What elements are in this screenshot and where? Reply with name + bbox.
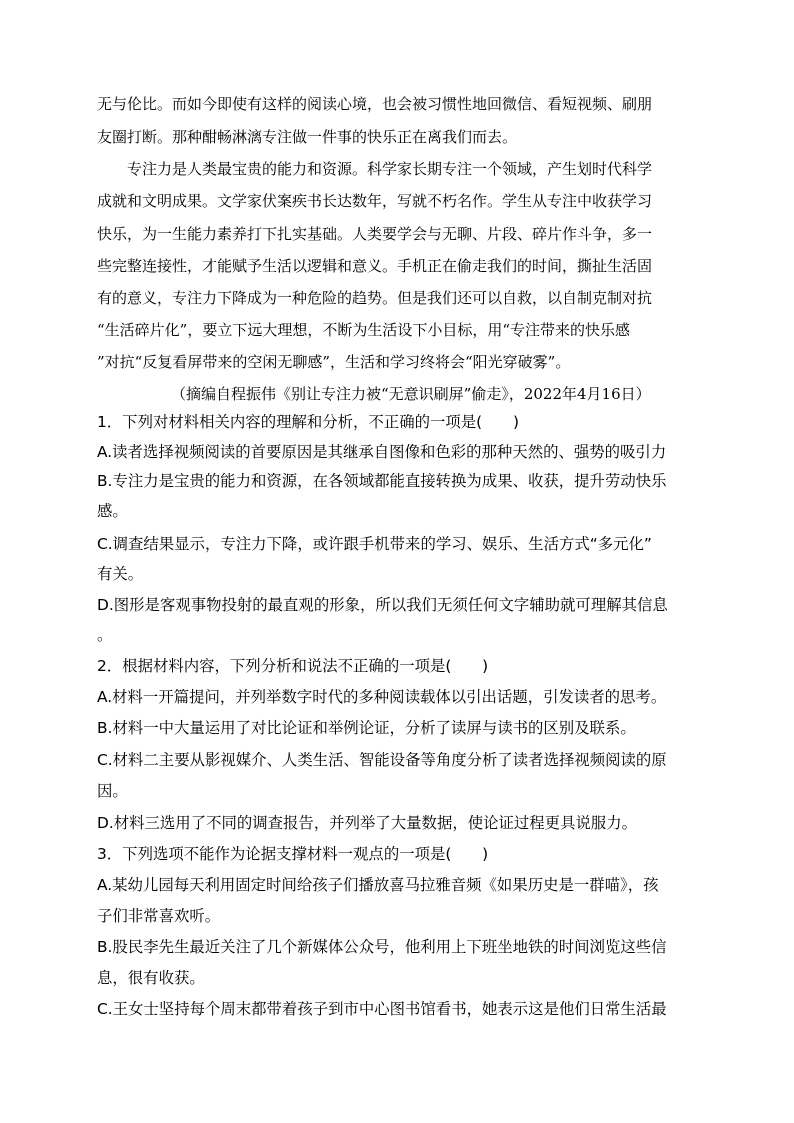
option-b: B.股民李先生最近关注了几个新媒体公众号，他利用上下班坐地铁的时间浏览这些信 [97, 938, 667, 956]
option-d: D.材料三选用了不同的调查报告，并列举了大量数据，使论证过程更具说服力。 [97, 814, 638, 832]
option-b: B.材料一中大量运用了对比论证和举例论证，分析了读屏与读书的区别及联系。 [97, 719, 636, 737]
option-b-continued: 息，很有收获。 [97, 969, 205, 987]
option-c: C.调查结果显示，专注力下降，或许跟手机带来的学习、娱乐、生活方式“多元化” [97, 535, 652, 553]
option-c: C.材料二主要从影视媒介、人类生活、智能设备等角度分析了读者选择视频阅读的原 [97, 751, 667, 769]
option-c-continued: 因。 [97, 782, 128, 800]
option-c: C.王女士坚持每个周末都带着孩子到市中心图书馆看书，她表示这是他们日常生活最 [97, 1000, 667, 1018]
option-a: A.某幼儿园每天利用固定时间给孩子们播放喜马拉雅音频《如果历史是一群喵》，孩 [97, 876, 659, 894]
option-d: D.图形是客观事物投射的最直观的形象，所以我们无须任何文字辅助就可理解其信息 [97, 596, 668, 614]
option-a: A.材料一开篇提问，并列举数字时代的多种阅读载体以引出话题，引发读者的思考。 [97, 688, 667, 706]
passage-line: 有的意义，专注力下降成为一种危险的趋势。但是我们还可以自救，以自制克制对抗 [97, 289, 653, 307]
passage-line: 友圈打断。那种酣畅淋漓专注做一件事的快乐正在离我们而去。 [97, 128, 518, 146]
option-b-continued: 感。 [97, 502, 128, 520]
option-a-continued: 子们非常喜欢听。 [97, 907, 221, 925]
passage-line: 专注力是人类最宝贵的能力和资源。科学家长期专注一个领域，产生划时代科学 [127, 160, 653, 178]
passage-line: “生活碎片化”，要立下远大理想，不断为生活设下小目标，用“专注带来的快乐感 [97, 321, 631, 339]
option-d-continued: 。 [97, 626, 113, 644]
question-stem: 1．下列对材料相关内容的理解和分析，不正确的一项是( ) [97, 413, 519, 431]
passage-source: （摘编自程振伟《别让专注力被“无意识刷屏”偷走》，2022年4月16日） [171, 385, 651, 403]
passage-line: 快乐，为一生能力素养打下扎实基础。人类要学会与无聊、片段、碎片作斗争，多一 [97, 225, 653, 243]
passage-line: 无与伦比。而如今即使有这样的阅读心境，也会被习惯性地回微信、看短视频、刷朋 [97, 95, 653, 113]
passage-line: 些完整连接性，才能赋予生活以逻辑和意义。手机正在偷走我们的时间，撕扯生活固 [97, 257, 653, 275]
option-c-continued: 有关。 [97, 565, 144, 583]
option-b: B.专注力是宝贵的能力和资源，在各领域都能直接转换为成果、收获，提升劳动快乐 [97, 472, 667, 490]
passage-line: ”对抗“反复看屏带来的空闲无聊感”，生活和学习终将会“阳光穿破雾”。 [97, 353, 571, 371]
option-a: A.读者选择视频阅读的首要原因是其继承自图像和色彩的那种天然的、强势的吸引力 [97, 443, 667, 461]
question-stem: 3．下列选项不能作为论据支撑材料一观点的一项是( ) [97, 845, 489, 863]
question-stem: 2．根据材料内容，下列分析和说法不正确的一项是( ) [97, 657, 489, 675]
passage-line: 成就和文明成果。文学家伏案疾书长达数年，写就不朽名作。学生从专注中收获学习 [97, 192, 653, 210]
